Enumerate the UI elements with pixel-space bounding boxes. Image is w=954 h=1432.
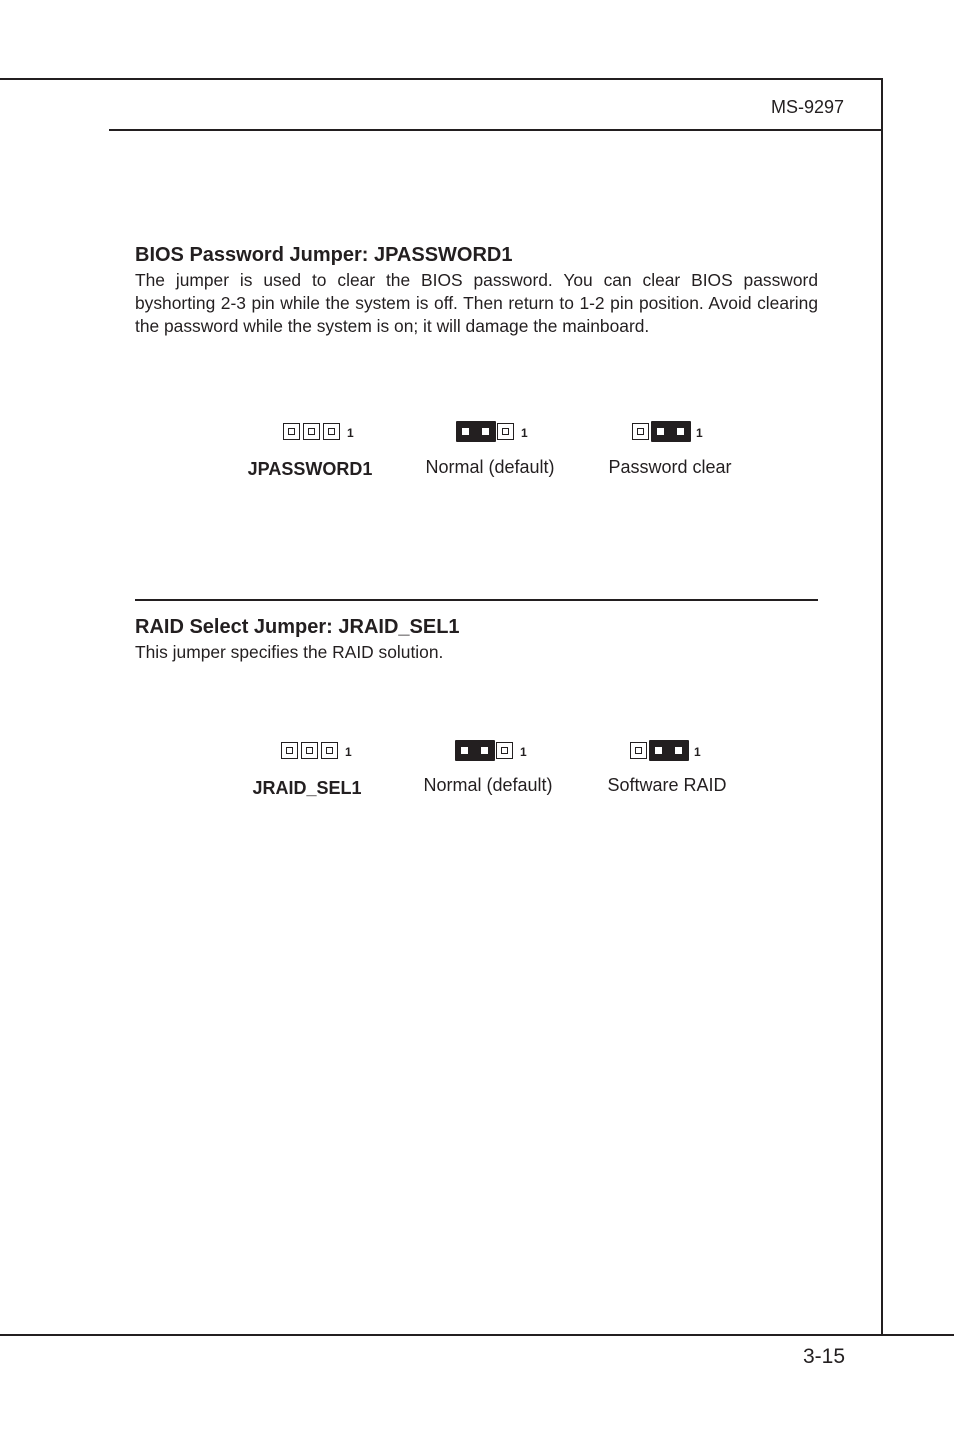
jumper-pin <box>496 742 513 759</box>
pin-one-marker: 1 <box>696 426 703 440</box>
right-border <box>881 78 883 1335</box>
jumper-label: JRAID_SEL1 <box>252 778 362 798</box>
jumper-label: Normal (default) <box>425 457 555 477</box>
section-title: BIOS Password Jumper: JPASSWORD1 <box>135 244 513 266</box>
section-body: The jumper is used to clear the BIOS password. You can clear BIOS password byshorting 2-3 pin while the system is off. Then return to 1-2 pin position. Avoid clearing the password while the system is on; it will damage the mainboard. <box>135 270 818 336</box>
bottom-rule <box>0 1334 954 1336</box>
jumper-label: Software RAID <box>607 775 727 795</box>
jumper-jpassword1-diagram <box>283 423 358 443</box>
header-rule <box>109 129 883 131</box>
jumper-pin <box>630 742 647 759</box>
pin-one-marker: 1 <box>347 426 354 440</box>
section-divider <box>135 599 818 601</box>
jumper-pin <box>497 423 514 440</box>
jumper-software-raid-diagram <box>630 742 705 762</box>
jumper-jraid-sel1-diagram <box>281 742 356 762</box>
jumper-normal-diagram <box>457 423 532 443</box>
raid-select-section <box>135 615 818 664</box>
jumper-pin <box>301 742 318 759</box>
jumper-pin <box>632 423 649 440</box>
jumper-pin <box>672 423 689 440</box>
model-number: MS-9297 <box>770 97 844 117</box>
pin-one-marker: 1 <box>521 426 528 440</box>
jumper-label: Password clear <box>608 457 732 477</box>
section-body: This jumper specifies the RAID solution. <box>135 642 444 662</box>
top-rule <box>0 78 883 80</box>
jumper-clear-diagram <box>632 423 707 443</box>
jumper-pin <box>477 423 494 440</box>
jumper-normal-diagram <box>456 742 531 762</box>
jumper-pin <box>652 423 669 440</box>
jumper-pin <box>323 423 340 440</box>
jumper-label: JPASSWORD1 <box>247 459 373 479</box>
jumper-label: Normal (default) <box>423 775 553 795</box>
jumper-pin <box>457 423 474 440</box>
page-number: 3-15 <box>802 1345 845 1368</box>
jumper-pin <box>476 742 493 759</box>
pin-one-marker: 1 <box>694 745 701 759</box>
jumper-pin <box>456 742 473 759</box>
jumper-pin <box>650 742 667 759</box>
jumper-pin <box>283 423 300 440</box>
jumper-pin <box>321 742 338 759</box>
jumper-pin <box>670 742 687 759</box>
jumper-pin <box>281 742 298 759</box>
jumper-pin <box>303 423 320 440</box>
pin-one-marker: 1 <box>345 745 352 759</box>
bios-password-section <box>135 243 818 338</box>
pin-one-marker: 1 <box>520 745 527 759</box>
section-title: RAID Select Jumper: JRAID_SEL1 <box>135 616 460 638</box>
